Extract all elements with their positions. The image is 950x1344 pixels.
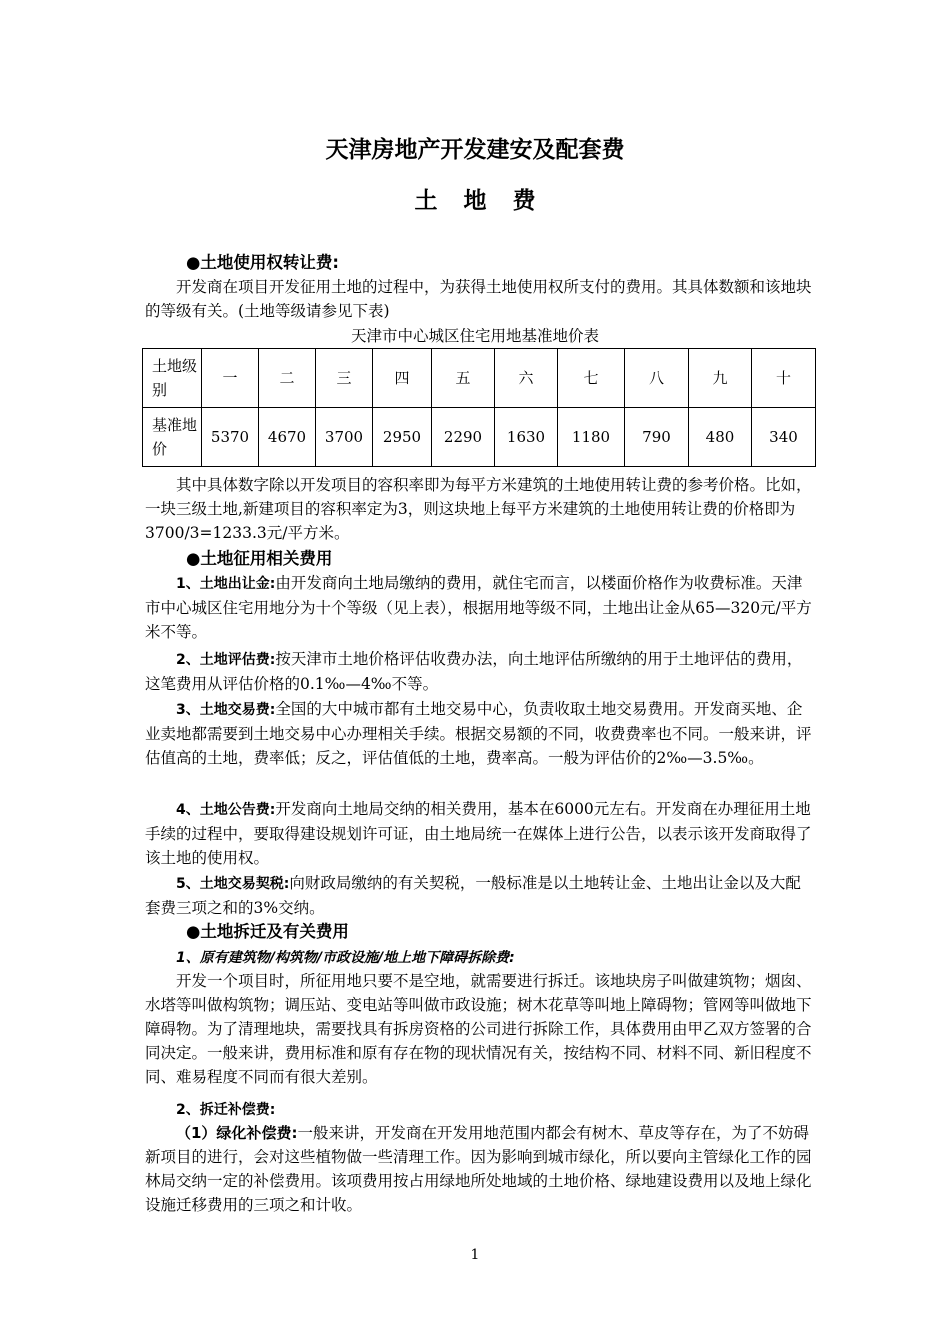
section-heading-land-acquisition: ●土地征用相关费用	[186, 549, 333, 568]
paragraph-land-deed-tax	[145, 871, 815, 920]
grade-cell: 十	[752, 349, 816, 408]
paragraph-land-announcement-fee	[145, 797, 815, 870]
price-cell: 790	[625, 408, 689, 467]
paragraph-land-grant-fee	[145, 571, 815, 644]
item-text: 开发商向土地局交纳的相关费用，基本在6000元左右。开发商在办理征用土地手续的过程中，要取得建设规划许可证，由土地局统一在媒体上进行公告，以表示该开发商取得了该土地的使用权。	[145, 800, 812, 867]
item-label: 5、土地交易契税:	[176, 876, 290, 892]
intro-text: 开发商在项目开发征用土地的过程中，为获得土地使用权所支付的费用。其具体数额和该地块的等级有关。(土地等级请参见下表)	[145, 278, 812, 320]
item-label: 2、拆迁补偿费:	[176, 1102, 276, 1118]
table-row-grade	[143, 349, 816, 408]
price-cell: 1180	[558, 408, 625, 467]
sub-item-label: （1）绿化补偿费:	[176, 1124, 298, 1142]
item-label: 4、土地公告费:	[176, 802, 276, 818]
paragraph-demolition-item1-text	[145, 969, 815, 1089]
paragraph-greening-compensation	[145, 1121, 815, 1217]
paragraph-table-note	[145, 473, 815, 545]
document-subtitle: 土地费	[414, 188, 562, 214]
grade-cell: 五	[432, 349, 495, 408]
paragraph-land-transfer-intro	[145, 275, 815, 323]
price-cell: 4670	[259, 408, 316, 467]
grade-cell: 八	[625, 349, 689, 408]
paragraph-demolition-item1-label	[145, 945, 815, 970]
paragraph-compensation-label	[145, 1097, 815, 1122]
item-label: 1、土地出让金:	[176, 576, 276, 592]
grade-cell: 六	[495, 349, 558, 408]
page-number: 1	[470, 1247, 480, 1263]
section-heading-demolition: ●土地拆迁及有关费用	[186, 922, 349, 941]
grade-cell: 九	[689, 349, 752, 408]
price-cell: 3700	[316, 408, 373, 467]
item-text: 开发一个项目时，所征用地只要不是空地，就需要进行拆迁。该地块房子叫做建筑物；烟囱、水塔等叫做构筑物；调压站、变电站等叫做市政设施；树木花草等叫地上障碍物；管网等叫做地下障碍物。为了清理地块，需要找具有拆房资格的公司进行拆除工作，具体费用由甲乙双方签署的合同决定。一般来讲，费用标准和原有存在物的现状情况有关，按结构不同、材料不同、新旧程度不同、难易程度不同而有很大差别。	[145, 972, 812, 1086]
price-cell: 2290	[432, 408, 495, 467]
row-header-price: 基准地价	[143, 408, 202, 467]
grade-cell: 四	[373, 349, 432, 408]
grade-cell: 一	[202, 349, 259, 408]
item-text: 全国的大中城市都有土地交易中心，负责收取土地交易费用。开发商买地、企业卖地都需要到土地交易中心办理相关手续。根据交易额的不同，收费费率也不同。一般来讲，评估值高的土地，费率低；反之，评估值低的土地，费率高。一般为评估价的2‰—3.5‰。	[145, 700, 812, 767]
land-price-table	[142, 348, 816, 467]
item-label: 2、土地评估费:	[176, 652, 276, 668]
item-text: 向财政局缴纳的有关契税，一般标准是以土地转让金、土地出让金以及大配套费三项之和的3%交纳。	[145, 874, 801, 917]
section-heading-land-transfer: ●土地使用权转让费:	[186, 253, 339, 272]
grade-cell: 七	[558, 349, 625, 408]
document-title: 天津房地产开发建安及配套费	[325, 137, 625, 163]
item-label: 3、土地交易费:	[176, 702, 276, 718]
grade-cell: 二	[259, 349, 316, 408]
price-cell: 480	[689, 408, 752, 467]
item-label: 1、原有建筑物/构筑物/市政设施/地上地下障碍拆除费:	[176, 950, 515, 966]
paragraph-land-appraisal-fee	[145, 647, 815, 696]
table-row-price	[143, 408, 816, 467]
note-text: 其中具体数字除以开发项目的容积率即为每平方米建筑的土地使用转让费的参考价格。比如，一块三级土地,新建项目的容积率定为3，则这块地上每平方米建筑的土地使用转让费的价格即为3700/3=1233.3元/平方米。	[145, 476, 812, 542]
price-cell: 1630	[495, 408, 558, 467]
price-cell: 2950	[373, 408, 432, 467]
price-cell: 5370	[202, 408, 259, 467]
price-cell: 340	[752, 408, 816, 467]
item-text: 由开发商向土地局缴纳的费用，就住宅而言，以楼面价格作为收费标准。天津市中心城区住宅用地分为十个等级（见上表），根据用地等级不同，土地出让金从65—320元/平方米不等。	[145, 574, 812, 641]
item-text: 按天津市土地价格评估收费办法，向土地评估所缴纳的用于土地评估的费用，这笔费用从评估价格的0.1‰—4‰不等。	[145, 650, 803, 693]
grade-cell: 三	[316, 349, 373, 408]
row-header-grade: 土地级别	[143, 349, 202, 408]
table-caption: 天津市中心城区住宅用地基准地价表	[350, 327, 599, 345]
sub-item-text: 一般来讲，开发商在开发用地范围内都会有树木、草皮等存在，为了不妨碍新项目的进行，会对这些植物做一些清理工作。因为影响到城市绿化，所以要向主管绿化工作的园林局交纳一定的补偿费用。该项费用按占用绿地所处地域的土地价格、绿地建设费用以及地上绿化设施迁移费用的三项之和计收。	[145, 1124, 812, 1214]
paragraph-land-transaction-fee	[145, 697, 815, 770]
